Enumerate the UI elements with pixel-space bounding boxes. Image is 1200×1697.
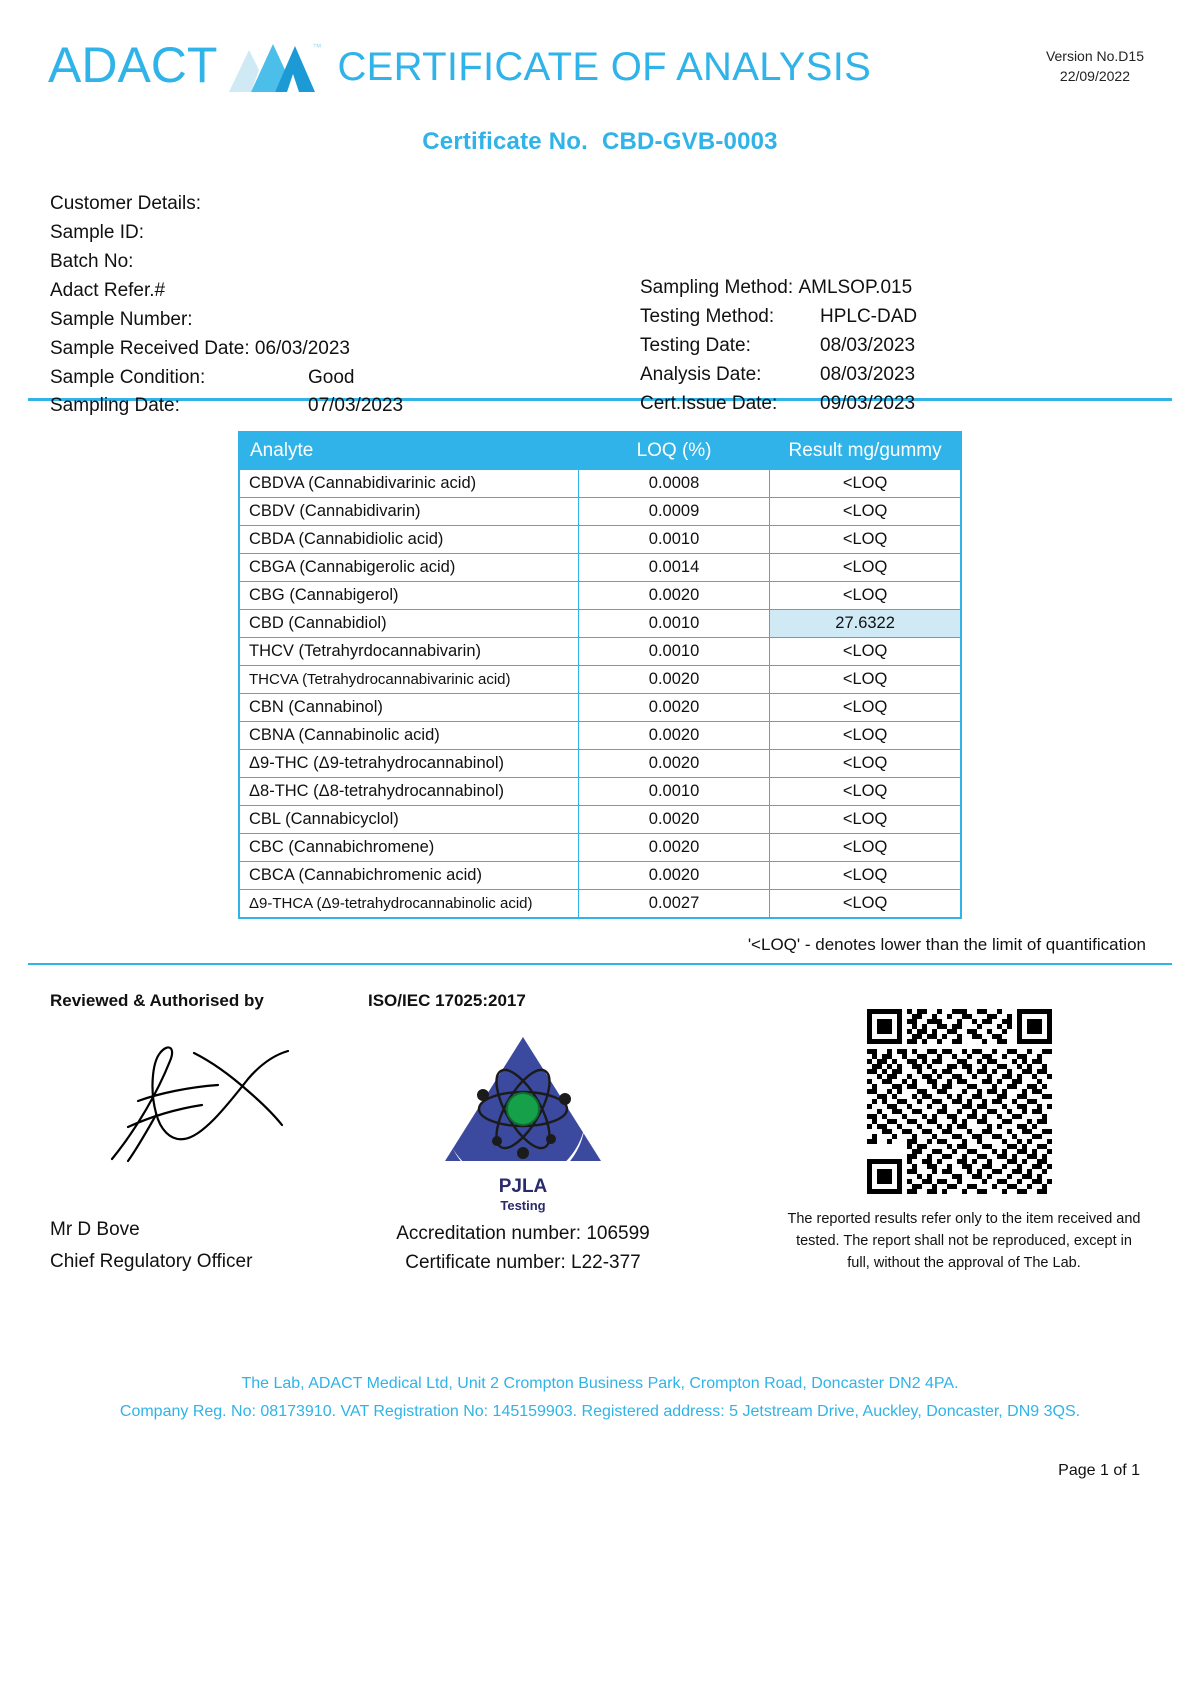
detail-key: Customer Details: bbox=[50, 193, 201, 214]
customer-details-column bbox=[50, 190, 610, 421]
header-analyte: Analyte bbox=[239, 432, 578, 470]
detail-value: Good bbox=[308, 366, 355, 388]
cell-analyte: CBCA (Cannabichromenic acid) bbox=[239, 862, 578, 890]
signature-area bbox=[28, 991, 1172, 1291]
signatory-name: Mr D Bove bbox=[50, 1219, 140, 1240]
cell-result: <LOQ bbox=[770, 722, 961, 750]
cell-result: <LOQ bbox=[770, 470, 961, 498]
page-footer bbox=[0, 1370, 1200, 1426]
table-body bbox=[239, 470, 961, 919]
iso-standard-label: ISO/IEC 17025:2017 bbox=[368, 991, 526, 1010]
detail-value: 06/03/2023 bbox=[254, 337, 350, 359]
detail-value: AMLSOP.015 bbox=[798, 277, 913, 298]
table-row bbox=[239, 610, 961, 638]
cell-analyte: CBN (Cannabinol) bbox=[239, 694, 578, 722]
adact-logo-icon bbox=[229, 40, 322, 92]
cell-analyte: THCV (Tetrahyrdocannabivarin) bbox=[239, 638, 578, 666]
detail-row bbox=[50, 335, 610, 363]
cell-loq: 0.0020 bbox=[578, 750, 769, 778]
cell-loq: 0.0020 bbox=[578, 694, 769, 722]
detail-value: 08/03/2023 bbox=[820, 334, 916, 356]
table-row bbox=[239, 638, 961, 666]
detail-row bbox=[50, 392, 610, 420]
cell-loq: 0.0014 bbox=[578, 554, 769, 582]
divider-bottom bbox=[28, 963, 1172, 965]
detail-key: Testing Date: bbox=[640, 334, 751, 356]
cell-result: <LOQ bbox=[770, 526, 961, 554]
cell-result: <LOQ bbox=[770, 862, 961, 890]
cell-result: <LOQ bbox=[770, 582, 961, 610]
cell-result: <LOQ bbox=[770, 834, 961, 862]
table-row bbox=[239, 582, 961, 610]
cell-result: <LOQ bbox=[770, 666, 961, 694]
table-row bbox=[239, 778, 961, 806]
certificate-number-line bbox=[28, 128, 1172, 156]
detail-key: Batch No: bbox=[50, 250, 134, 272]
cell-loq: 0.0027 bbox=[578, 890, 769, 919]
cell-analyte: CBL (Cannabicyclol) bbox=[239, 806, 578, 834]
table-row bbox=[239, 470, 961, 498]
cell-analyte: CBNA (Cannabinolic acid) bbox=[239, 722, 578, 750]
signature-image bbox=[98, 1031, 318, 1176]
trademark-symbol: ™ bbox=[312, 42, 322, 52]
accreditation-certificate-number: Certificate number: L22-377 bbox=[405, 1252, 641, 1274]
cell-result: <LOQ bbox=[770, 778, 961, 806]
testing-details-column bbox=[640, 274, 1200, 419]
cell-result: <LOQ bbox=[770, 498, 961, 526]
detail-key: Sample Condition: bbox=[50, 366, 206, 388]
cell-loq: 0.0009 bbox=[578, 498, 769, 526]
cell-analyte: CBD (Cannabidiol) bbox=[239, 610, 578, 638]
cell-result: <LOQ bbox=[770, 638, 961, 666]
cell-loq: 0.0020 bbox=[578, 582, 769, 610]
footer-address: The Lab, ADACT Medical Ltd, Unit 2 Crompton Business Park, Crompton Road, Doncaster DN2 4PA. bbox=[241, 1375, 959, 1392]
loq-note: '<LOQ' - denotes lower than the limit of quantification bbox=[747, 935, 1146, 954]
detail-row bbox=[50, 190, 610, 218]
detail-key: Analysis Date: bbox=[640, 363, 762, 385]
pjla-subtitle: Testing bbox=[500, 1198, 546, 1213]
certificate-number-label: Certificate No. bbox=[422, 128, 588, 155]
table-row bbox=[239, 722, 961, 750]
cell-result: 27.6322 bbox=[770, 610, 961, 638]
detail-key: Cert.Issue Date: bbox=[640, 392, 778, 414]
cell-loq: 0.0010 bbox=[578, 778, 769, 806]
cell-loq: 0.0010 bbox=[578, 638, 769, 666]
table-row bbox=[239, 498, 961, 526]
page-header bbox=[28, 0, 1172, 92]
pjla-name: PJLA bbox=[498, 1176, 548, 1197]
cell-result: <LOQ bbox=[770, 694, 961, 722]
detail-row bbox=[50, 219, 610, 247]
cell-result: <LOQ bbox=[770, 750, 961, 778]
detail-key: Sample Number: bbox=[50, 308, 193, 330]
cell-loq: 0.0010 bbox=[578, 526, 769, 554]
header-loq: LOQ (%) bbox=[578, 432, 769, 470]
detail-key: Testing Method: bbox=[640, 305, 775, 327]
detail-value: HPLC-DAD bbox=[820, 305, 918, 327]
table-row bbox=[239, 834, 961, 862]
detail-key: Sample ID: bbox=[50, 221, 144, 243]
header-result: Result mg/gummy bbox=[770, 432, 961, 470]
qr-code-icon[interactable] bbox=[867, 1009, 1052, 1199]
cell-loq: 0.0008 bbox=[578, 470, 769, 498]
detail-key: Sampling Date: bbox=[50, 395, 180, 417]
accreditation-number: Accreditation number: 106599 bbox=[396, 1223, 650, 1244]
detail-row bbox=[640, 332, 1200, 360]
table-row bbox=[239, 862, 961, 890]
detail-row bbox=[640, 303, 1200, 331]
cell-analyte: Δ9-THC (Δ9-tetrahydrocannabinol) bbox=[239, 750, 578, 778]
detail-row bbox=[50, 306, 610, 334]
table-row bbox=[239, 526, 961, 554]
detail-row bbox=[50, 248, 610, 276]
signatory-role: Chief Regulatory Officer bbox=[50, 1251, 253, 1272]
page-number: Page 1 of 1 bbox=[1058, 1462, 1140, 1479]
cell-loq: 0.0020 bbox=[578, 722, 769, 750]
cell-loq: 0.0020 bbox=[578, 862, 769, 890]
detail-row bbox=[50, 364, 610, 392]
table-row bbox=[239, 806, 961, 834]
table-header-row bbox=[239, 432, 961, 470]
cell-analyte: CBDVA (Cannabidivarinic acid) bbox=[239, 470, 578, 498]
detail-key: Sampling Method: bbox=[640, 277, 794, 298]
accreditation-details bbox=[328, 1219, 718, 1278]
cell-analyte: CBGA (Cannabigerolic acid) bbox=[239, 554, 578, 582]
detail-row bbox=[640, 361, 1200, 389]
cell-analyte: Δ9-THCA (Δ9-tetrahydrocannabinolic acid) bbox=[239, 890, 578, 919]
brand-name: ADACT bbox=[48, 37, 218, 93]
table-row bbox=[239, 554, 961, 582]
detail-value: 07/03/2023 bbox=[308, 395, 404, 417]
results-table bbox=[238, 431, 962, 919]
cell-analyte: CBDV (Cannabidivarin) bbox=[239, 498, 578, 526]
detail-key: Adact Refer.# bbox=[50, 279, 166, 301]
cell-loq: 0.0020 bbox=[578, 806, 769, 834]
detail-row bbox=[640, 274, 1200, 302]
detail-value: 08/03/2023 bbox=[820, 363, 916, 385]
cell-result: <LOQ bbox=[770, 554, 961, 582]
certificate-number-value: CBD-GVB-0003 bbox=[601, 128, 778, 155]
cell-loq: 0.0020 bbox=[578, 834, 769, 862]
cell-analyte: Δ8-THC (Δ8-tetrahydrocannabinol) bbox=[239, 778, 578, 806]
table-row bbox=[239, 890, 961, 919]
pjla-logo-icon bbox=[428, 1029, 618, 1213]
cell-result: <LOQ bbox=[770, 890, 961, 919]
cell-analyte: CBC (Cannabichromene) bbox=[239, 834, 578, 862]
table-row bbox=[239, 750, 961, 778]
table-row bbox=[239, 666, 961, 694]
detail-row bbox=[640, 390, 1200, 418]
version-number: Version No.D15 bbox=[1045, 48, 1144, 64]
sample-details bbox=[28, 190, 1172, 417]
results-table-wrap bbox=[238, 431, 962, 919]
cell-loq: 0.0020 bbox=[578, 666, 769, 694]
version-block bbox=[1046, 46, 1144, 87]
cell-analyte: CBDA (Cannabidiolic acid) bbox=[239, 526, 578, 554]
footer-registration: Company Reg. No: 08173910. VAT Registration No: 145159903. Registered address: 5 Jetstream Drive, Auckley, Doncaster, DN9 3QS. bbox=[119, 1403, 1081, 1420]
signature-title: Reviewed & Authorised by bbox=[50, 991, 264, 1010]
page-title: CERTIFICATE OF ANALYSIS bbox=[337, 45, 872, 89]
cell-analyte: THCVA (Tetrahydrocannabivarinic acid) bbox=[239, 666, 578, 694]
cell-loq: 0.0010 bbox=[578, 610, 769, 638]
detail-row bbox=[50, 277, 610, 305]
results-disclaimer: The reported results refer only to the item received and tested. The report shall not be reproduced, except in full, without the approval of The Lab. bbox=[787, 1211, 1141, 1271]
detail-value: 09/03/2023 bbox=[820, 392, 916, 414]
version-date: 22/09/2022 bbox=[1059, 68, 1130, 85]
detail-key: Sample Received Date: bbox=[50, 337, 250, 359]
table-row bbox=[239, 694, 961, 722]
cell-result: <LOQ bbox=[770, 806, 961, 834]
cell-analyte: CBG (Cannabigerol) bbox=[239, 582, 578, 610]
